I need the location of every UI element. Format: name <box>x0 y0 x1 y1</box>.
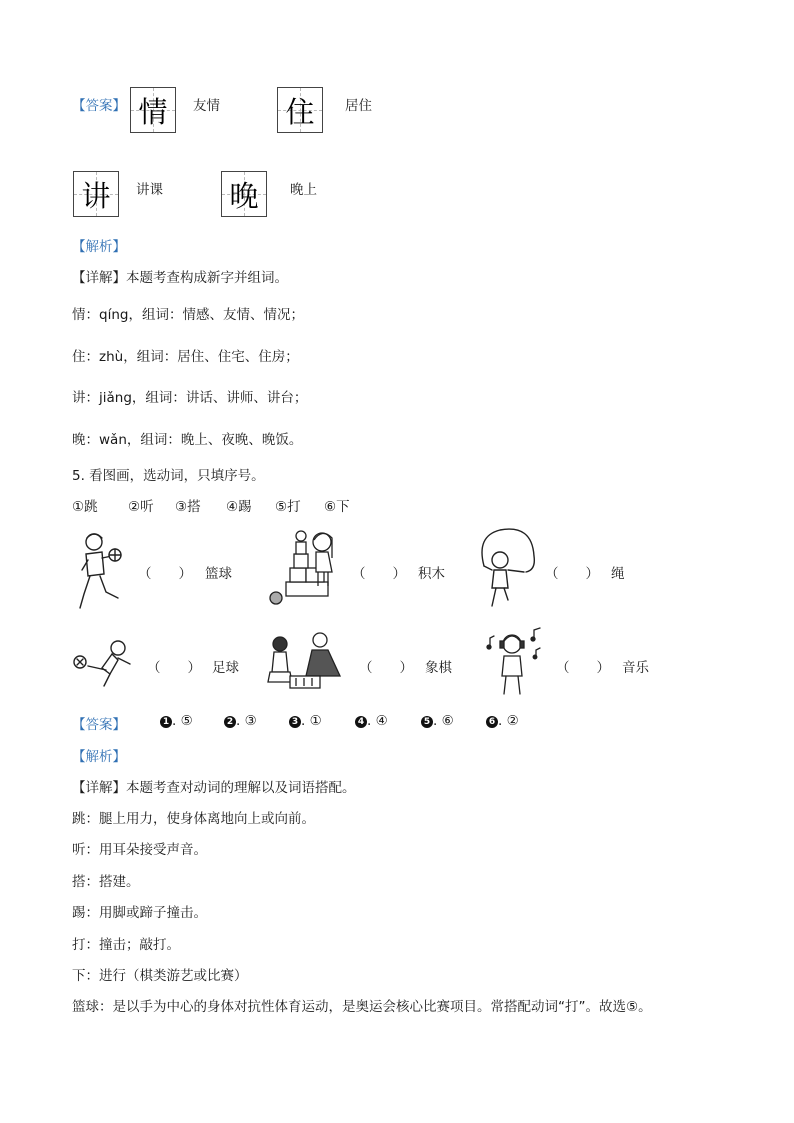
char-box <box>130 87 176 133</box>
word: 友情 <box>193 98 220 114</box>
answer-value: . ③ <box>236 713 257 729</box>
analysis-line: 情：qíng，组词：情感、友情、情况； <box>72 307 304 323</box>
analysis-label: 【解析】 <box>72 239 126 255</box>
answer-item <box>355 713 388 729</box>
detail-intro: 本题考查构成新字并组词。 <box>126 270 288 286</box>
item-label: 音乐 <box>622 660 649 676</box>
char: 住 <box>285 94 315 129</box>
item-label: 足球 <box>212 660 239 676</box>
word: 讲课 <box>136 182 163 198</box>
analysis-label: 【解析】 <box>72 749 126 765</box>
char-box <box>73 171 119 217</box>
answer-blank[interactable]: （ ） <box>352 566 406 582</box>
answer-value: . ⑤ <box>172 713 193 729</box>
answer-blank[interactable]: （ ） <box>545 566 599 582</box>
jump-rope-illustration <box>470 526 542 612</box>
item-label: 象棋 <box>425 660 452 676</box>
chess-illustration <box>266 630 350 694</box>
analysis-line: 晚：wǎn，组词：晚上、夜晚、晚饭。 <box>72 432 303 448</box>
answer-blank[interactable]: （ ） <box>556 660 610 676</box>
option: ⑤打 <box>275 499 301 515</box>
analysis-line: 跳：腿上用力，使身体离地向上或向前。 <box>72 811 315 827</box>
option: ③搭 <box>175 499 201 515</box>
detail-line <box>72 776 356 796</box>
analysis-line: 搭：搭建。 <box>72 874 140 890</box>
char-box <box>277 87 323 133</box>
char-box <box>221 171 267 217</box>
char: 晚 <box>229 178 259 213</box>
detail-intro: 本题考查对动词的理解以及词语搭配。 <box>126 780 356 796</box>
answer-item <box>289 713 322 729</box>
answer-label: 【答案】 <box>72 717 126 733</box>
analysis-line: 住：zhù，组词：居住、住宅、住房； <box>72 349 299 365</box>
analysis-line: 篮球：是以手为中心的身体对抗性体育运动，是奥运会核心比赛项目。常搭配动词“打”。故选⑤。 <box>72 999 652 1015</box>
answer-item <box>224 713 257 729</box>
answer-value: . ① <box>301 713 322 729</box>
option: ④踢 <box>226 499 252 515</box>
answer-blank[interactable]: （ ） <box>359 660 413 676</box>
detail-label: 【详解】 <box>72 270 126 286</box>
analysis-line: 踢：用脚或蹄子撞击。 <box>72 905 207 921</box>
answer-item <box>486 713 519 729</box>
item-label: 积木 <box>418 566 445 582</box>
answer-value: . ④ <box>367 713 388 729</box>
number-badge: 3 <box>289 716 301 728</box>
option: ⑥下 <box>324 499 350 515</box>
basketball-boy-illustration <box>72 530 128 612</box>
analysis-line: 讲：jiǎng，组词：讲话、讲师、讲台； <box>72 390 308 406</box>
answer-blank[interactable]: （ ） <box>147 660 201 676</box>
number-badge: 6 <box>486 716 498 728</box>
answer-blank[interactable]: （ ） <box>138 566 192 582</box>
question-title: 5. 看图画，选动词，只填序号。 <box>72 468 265 484</box>
soccer-kick-illustration <box>72 634 136 690</box>
item-label: 篮球 <box>205 566 232 582</box>
char: 情 <box>138 94 168 129</box>
answer-item <box>421 713 454 729</box>
word: 居住 <box>345 98 372 114</box>
analysis-line: 听：用耳朵接受声音。 <box>72 842 207 858</box>
analysis-line: 下：进行（棋类游艺或比赛） <box>72 968 248 984</box>
analysis-line: 打：撞击；敲打。 <box>72 937 180 953</box>
number-badge: 4 <box>355 716 367 728</box>
answer-item <box>160 713 193 729</box>
number-badge: 2 <box>224 716 236 728</box>
char: 讲 <box>81 178 111 213</box>
answer-value: . ② <box>498 713 519 729</box>
detail-label: 【详解】 <box>72 780 126 796</box>
music-listener-illustration <box>484 626 546 698</box>
number-badge: 5 <box>421 716 433 728</box>
item-label: 绳 <box>611 566 625 582</box>
word: 晚上 <box>290 182 317 198</box>
answer-label: 【答案】 <box>72 98 126 114</box>
answer-value: . ⑥ <box>433 713 454 729</box>
number-badge: 1 <box>160 716 172 728</box>
detail-line <box>72 266 288 286</box>
building-blocks-illustration <box>266 524 340 608</box>
option: ①跳 <box>72 499 98 515</box>
option: ②听 <box>128 499 154 515</box>
